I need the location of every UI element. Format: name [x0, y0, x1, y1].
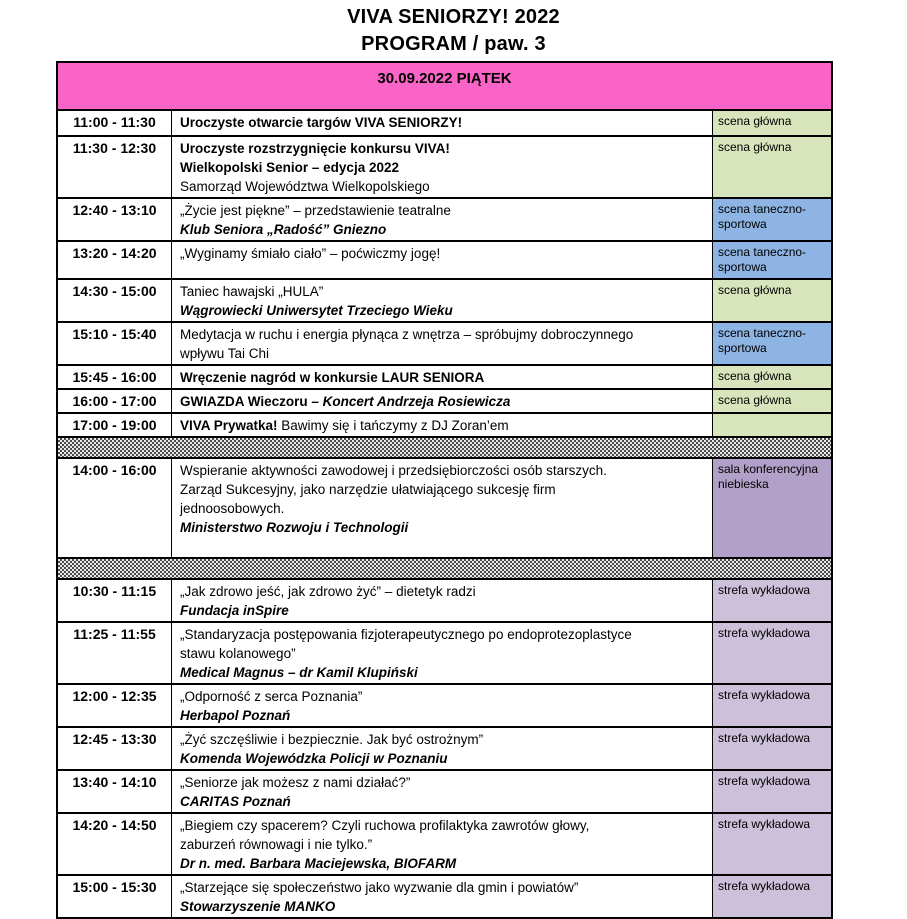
event-text-segment: stawu kolanowego” — [180, 646, 296, 661]
event-text-segment: Uroczyste rozstrzygnięcie konkursu VIVA! — [180, 141, 450, 156]
event-text-line — [180, 537, 704, 556]
event-description-cell — [172, 876, 712, 917]
location-cell: scena główna — [712, 390, 831, 412]
time-cell: 11:25 - 11:55 — [58, 623, 172, 683]
time-cell: 12:40 - 13:10 — [58, 199, 172, 240]
event-text-segment: „Jak zdrowo jeść, jak zdrowo żyć” – dietetyk radzi — [180, 584, 476, 599]
schedule-row — [58, 874, 831, 917]
schedule-row — [58, 278, 831, 321]
schedule-row — [58, 321, 831, 364]
event-text-line — [180, 773, 704, 792]
schedule-row — [58, 111, 831, 135]
location-cell: scena taneczno-sportowa — [712, 323, 831, 364]
event-text-segment: Dr n. med. Barbara Maciejewska, BIOFARM — [180, 856, 457, 871]
event-text-line — [180, 644, 704, 663]
program-table — [56, 61, 833, 919]
event-text-line — [180, 392, 704, 411]
event-text-segment: Fundacja inSpire — [180, 603, 289, 618]
event-description-cell — [172, 814, 712, 874]
event-text-segment: GWIAZDA Wieczoru – — [180, 394, 323, 409]
location-cell: sala konferencyjna niebieska — [712, 459, 831, 557]
schedule-row — [58, 812, 831, 874]
time-cell: 14:30 - 15:00 — [58, 280, 172, 321]
location-cell — [712, 414, 831, 436]
event-description-cell — [172, 242, 712, 278]
event-text-line — [180, 749, 704, 768]
page-title-line2: PROGRAM / paw. 3 — [361, 33, 546, 55]
schedule-row — [58, 364, 831, 388]
location-cell: scena główna — [712, 366, 831, 388]
event-text-segment: „Wyginamy śmiało ciało” – poćwiczmy jogę! — [180, 246, 441, 261]
event-text-line — [180, 177, 704, 196]
location-cell: strefa wykładowa — [712, 685, 831, 726]
schedule-row — [58, 621, 831, 683]
event-text-line — [180, 139, 704, 158]
event-text-segment: Klub Seniora „Radość” Gniezno — [180, 222, 387, 237]
time-cell: 14:20 - 14:50 — [58, 814, 172, 874]
time-cell: 11:30 - 12:30 — [58, 137, 172, 197]
event-text-line — [180, 730, 704, 749]
event-text-line — [180, 706, 704, 725]
schedule-row — [58, 412, 831, 436]
location-cell: strefa wykładowa — [712, 623, 831, 683]
event-text-segment: Herbapol Poznań — [180, 708, 291, 723]
event-text-line — [180, 301, 704, 320]
event-text-segment: Zarząd Sukcesyjny, jako narzędzie ułatwiającego sukcesję firm — [180, 482, 556, 497]
time-cell: 10:30 - 11:15 — [58, 580, 172, 621]
event-text-line — [180, 113, 704, 132]
schedule-row — [58, 457, 831, 557]
event-text-line — [180, 897, 704, 916]
event-description-cell — [172, 280, 712, 321]
time-cell: 16:00 - 17:00 — [58, 390, 172, 412]
event-description-cell — [172, 728, 712, 769]
event-text-line — [180, 461, 704, 480]
event-text-line — [180, 854, 704, 873]
event-text-segment: Taniec hawajski „HULA” — [180, 284, 324, 299]
event-text-segment: „Żyć szczęśliwie i bezpiecznie. Jak być ostrożnym” — [180, 732, 484, 747]
event-description-cell — [172, 137, 712, 197]
time-cell: 13:20 - 14:20 — [58, 242, 172, 278]
location-cell: scena taneczno-sportowa — [712, 199, 831, 240]
event-text-line — [180, 220, 704, 239]
time-cell: 12:45 - 13:30 — [58, 728, 172, 769]
event-text-line — [180, 878, 704, 897]
schedule-row — [58, 388, 831, 412]
event-text-segment: „Seniorze jak możesz z nami działać?” — [180, 775, 411, 790]
event-description-cell — [172, 111, 712, 135]
location-cell: scena główna — [712, 280, 831, 321]
event-text-segment: „Standaryzacja postępowania fizjoterapeutycznego po endoprotezoplastyce — [180, 627, 632, 642]
event-description-cell — [172, 323, 712, 364]
event-text-line — [180, 158, 704, 177]
event-text-line — [180, 518, 704, 537]
event-description-cell — [172, 414, 712, 436]
event-text-segment: jednoosobowych. — [180, 501, 285, 516]
event-text-segment: Uroczyste otwarcie targów VIVA SENIORZY! — [180, 115, 463, 130]
event-text-line — [180, 201, 704, 220]
event-text-line — [180, 792, 704, 811]
event-description-cell — [172, 771, 712, 812]
schedule-row — [58, 197, 831, 240]
schedule-row — [58, 578, 831, 621]
location-cell: strefa wykładowa — [712, 876, 831, 917]
event-text-line — [180, 687, 704, 706]
event-text-line — [180, 835, 704, 854]
event-text-segment: „Życie jest piękne” – przedstawienie teatralne — [180, 203, 451, 218]
day-header: 30.09.2022 PIĄTEK — [58, 63, 831, 111]
separator-row — [58, 557, 831, 578]
location-cell: strefa wykładowa — [712, 814, 831, 874]
event-text-segment: „Starzejące się społeczeństwo jako wyzwanie dla gmin i powiatów” — [180, 880, 579, 895]
event-text-segment: Wielkopolski Senior – edycja 2022 — [180, 160, 399, 175]
event-text-segment: Medytacja w ruchu i energia płynąca z wnętrza – spróbujmy dobroczynnego — [180, 327, 634, 342]
time-cell: 15:45 - 16:00 — [58, 366, 172, 388]
location-cell: strefa wykładowa — [712, 580, 831, 621]
schedule-row — [58, 683, 831, 726]
event-text-line — [180, 499, 704, 518]
event-description-cell — [172, 580, 712, 621]
schedule-row — [58, 240, 831, 278]
event-text-segment: „Biegiem czy spacerem? Czyli ruchowa profilaktyka zawrotów głowy, — [180, 818, 590, 833]
event-text-segment: CARITAS Poznań — [180, 794, 291, 809]
time-cell: 12:00 - 12:35 — [58, 685, 172, 726]
event-text-segment: Wspieranie aktywności zawodowej i przedsiębiorczości osób starszych. — [180, 463, 607, 478]
event-text-segment: Bawimy się i tańczymy z DJ Zoran’em — [277, 418, 509, 433]
time-cell: 15:00 - 15:30 — [58, 876, 172, 917]
event-text-line — [180, 582, 704, 601]
time-cell: 13:40 - 14:10 — [58, 771, 172, 812]
location-cell: scena główna — [712, 137, 831, 197]
location-cell: strefa wykładowa — [712, 771, 831, 812]
event-text-segment: wpływu Tai Chi — [180, 346, 270, 361]
event-text-line — [180, 244, 704, 263]
time-cell: 15:10 - 15:40 — [58, 323, 172, 364]
location-cell: scena taneczno-sportowa — [712, 242, 831, 278]
time-cell: 17:00 - 19:00 — [58, 414, 172, 436]
event-description-cell — [172, 199, 712, 240]
event-description-cell — [172, 623, 712, 683]
event-text-segment: zaburzeń równowagi i nie tylko.” — [180, 837, 373, 852]
schedule-row — [58, 726, 831, 769]
event-description-cell — [172, 366, 712, 388]
event-text-segment: Koncert Andrzeja Rosiewicza — [322, 394, 511, 409]
location-cell: strefa wykładowa — [712, 728, 831, 769]
page-title-line1: VIVA SENIORZY! 2022 — [347, 6, 560, 28]
event-text-segment: Ministerstwo Rozwoju i Technologii — [180, 520, 409, 535]
separator-row — [58, 436, 831, 457]
event-text-segment: Samorząd Województwa Wielkopolskiego — [180, 179, 430, 194]
event-text-line — [180, 368, 704, 387]
time-cell: 14:00 - 16:00 — [58, 459, 172, 557]
event-description-cell — [172, 390, 712, 412]
event-description-cell — [172, 685, 712, 726]
event-text-segment: Stowarzyszenie MANKO — [180, 899, 336, 914]
event-text-segment: VIVA Prywatka! — [180, 418, 278, 433]
event-text-segment: Komenda Wojewódzka Policji w Poznaniu — [180, 751, 448, 766]
event-text-line — [180, 816, 704, 835]
event-text-line — [180, 663, 704, 682]
event-text-segment: Wręczenie nagród w konkursie LAUR SENIORA — [180, 370, 485, 385]
event-text-line — [180, 601, 704, 620]
event-text-line — [180, 416, 704, 435]
event-text-segment: Medical Magnus – dr Kamil Klupiński — [180, 665, 418, 680]
event-text-line — [180, 625, 704, 644]
schedule-body — [58, 111, 831, 917]
schedule-row — [58, 769, 831, 812]
event-description-cell — [172, 459, 712, 557]
event-text-segment: „Odporność z serca Poznania” — [180, 689, 363, 704]
event-text-line — [180, 344, 704, 363]
event-text-segment: Wągrowiecki Uniwersytet Trzeciego Wieku — [180, 303, 453, 318]
location-cell: scena główna — [712, 111, 831, 135]
schedule-row — [58, 135, 831, 197]
event-text-line — [180, 325, 704, 344]
event-text-line — [180, 480, 704, 499]
time-cell: 11:00 - 11:30 — [58, 111, 172, 135]
event-text-line — [180, 282, 704, 301]
